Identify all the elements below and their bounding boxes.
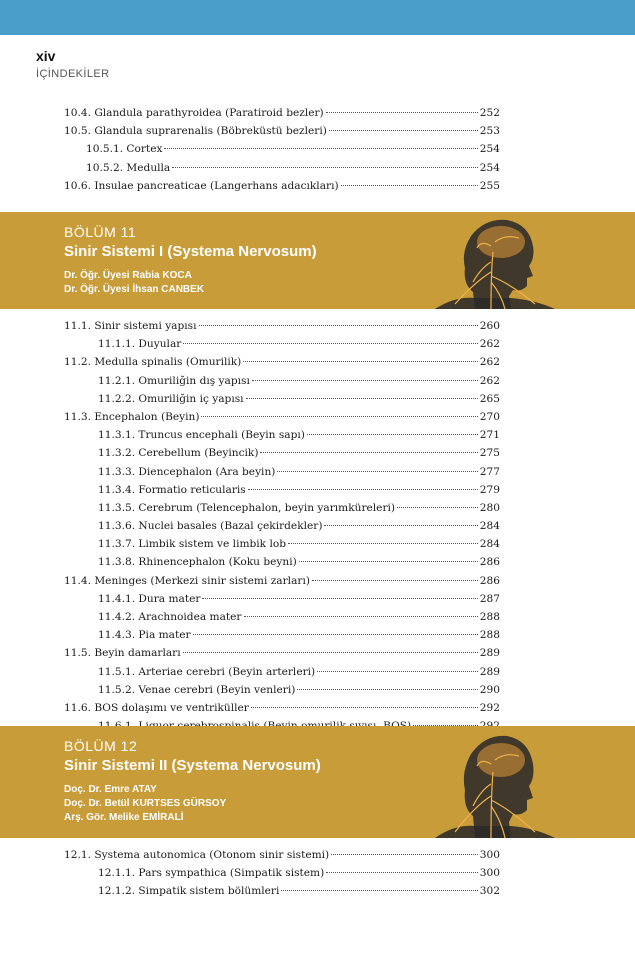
toc-dot-leader bbox=[317, 670, 478, 672]
toc-entry bbox=[64, 882, 500, 900]
toc-dot-leader bbox=[277, 470, 477, 472]
toc-dot-leader bbox=[201, 415, 477, 417]
toc-entry bbox=[64, 335, 500, 353]
toc-entry-title: 11.3.2. Cerebellum (Beyincik) bbox=[98, 447, 259, 460]
toc-list-chapter12 bbox=[64, 846, 500, 901]
toc-dot-leader bbox=[172, 166, 478, 168]
toc-list-chapter10 bbox=[64, 104, 500, 195]
toc-entry bbox=[64, 122, 500, 140]
toc-dot-leader bbox=[397, 506, 478, 508]
top-color-bar bbox=[0, 0, 635, 35]
toc-entry bbox=[64, 481, 500, 499]
toc-entry-page: 254 bbox=[479, 143, 500, 156]
toc-dot-leader bbox=[297, 688, 477, 690]
toc-dot-leader bbox=[326, 111, 478, 113]
toc-entry-title: 10.5. Glandula suprarenalis (Böbreküstü bezleri) bbox=[64, 125, 327, 138]
toc-entry bbox=[64, 626, 500, 644]
toc-entry-page: 288 bbox=[479, 611, 500, 623]
toc-entry-title: 11.5.1. Arteriae cerebri (Beyin arterleri) bbox=[98, 665, 316, 678]
toc-dot-leader bbox=[326, 871, 478, 873]
toc-dot-leader bbox=[329, 129, 478, 131]
toc-entry bbox=[64, 353, 500, 371]
toc-dot-leader bbox=[324, 524, 477, 526]
toc-dot-leader bbox=[252, 379, 478, 381]
chapter-title: Sinir Sistemi I (Systema Nervosum) bbox=[64, 243, 317, 260]
toc-entry-page: 290 bbox=[479, 683, 500, 696]
nervous-system-head-illustration-icon bbox=[435, 212, 555, 309]
toc-dot-leader bbox=[202, 597, 477, 599]
toc-entry bbox=[64, 499, 500, 517]
chapter-label: BÖLÜM 11 bbox=[64, 224, 137, 240]
toc-entry-title: 12.1.2. Simpatik sistem bölümleri bbox=[98, 885, 280, 898]
toc-dot-leader bbox=[251, 706, 478, 708]
chapter-title: Sinir Sistemi II (Systema Nervosum) bbox=[64, 757, 321, 774]
toc-entry-page: 275 bbox=[479, 447, 500, 460]
toc-entry-title: 11.2.2. Omuriliğin iç yapısı bbox=[98, 392, 244, 405]
toc-entry-title: 11.4.1. Dura mater bbox=[98, 592, 201, 605]
toc-entry bbox=[64, 104, 500, 122]
toc-entry-page: 287 bbox=[479, 592, 500, 605]
toc-dot-leader bbox=[183, 651, 478, 653]
toc-entry-page: 289 bbox=[479, 665, 500, 678]
toc-entry-title: 11.5. Beyin damarları bbox=[64, 647, 181, 660]
toc-dot-leader bbox=[299, 560, 478, 562]
toc-entry-page: 270 bbox=[479, 410, 500, 423]
toc-entry bbox=[64, 159, 500, 177]
toc-entry-page: 300 bbox=[479, 867, 500, 880]
toc-entry-title: 11.6. BOS dolaşımı ve ventriküller bbox=[64, 701, 249, 714]
toc-entry-title: 11.3.6. Nuclei basales (Bazal çekirdekler) bbox=[98, 520, 323, 533]
toc-entry-title: 10.6. Insulae pancreaticae (Langerhans adacıkları) bbox=[64, 179, 339, 192]
toc-entry-page: 262 bbox=[479, 374, 500, 387]
toc-entry-page: 289 bbox=[479, 647, 500, 660]
toc-entry-title: 11.2. Medulla spinalis (Omurilik) bbox=[64, 356, 242, 369]
toc-dot-leader bbox=[341, 184, 478, 186]
toc-entry-title: 11.1.1. Duyular bbox=[98, 338, 182, 351]
toc-entry bbox=[64, 463, 500, 481]
toc-dot-leader bbox=[199, 324, 478, 326]
toc-entry bbox=[64, 426, 500, 444]
toc-entry-title: 11.4.2. Arachnoidea mater bbox=[98, 611, 242, 623]
toc-entry-title: 10.4. Glandula parathyroidea (Paratiroid bezler) bbox=[64, 107, 324, 119]
toc-entry bbox=[64, 864, 500, 882]
toc-entry-title: 10.5.1. Cortex bbox=[86, 143, 163, 156]
chapter-author: Dr. Öğr. Üyesi Rabia KOCA bbox=[64, 270, 192, 281]
chapter-author: Doç. Dr. Betül KURTSES GÜRSOY bbox=[64, 798, 227, 809]
toc-entry-page: 302 bbox=[479, 885, 500, 898]
toc-entry-title: 11.4. Meninges (Merkezi sinir sistemi zarları) bbox=[64, 574, 310, 587]
toc-entry-page: 300 bbox=[479, 849, 500, 861]
toc-entry-page: 260 bbox=[479, 320, 500, 332]
toc-entry bbox=[64, 590, 500, 608]
page-number: xiv bbox=[36, 48, 56, 64]
toc-dot-leader bbox=[307, 433, 478, 435]
toc-entry bbox=[64, 317, 500, 335]
toc-entry bbox=[64, 140, 500, 158]
chapter-author: Doç. Dr. Emre ATAY bbox=[64, 784, 157, 795]
toc-entry-title: 11.3. Encephalon (Beyin) bbox=[64, 410, 200, 423]
toc-entry-title: 11.1. Sinir sistemi yapısı bbox=[64, 320, 197, 332]
toc-entry bbox=[64, 535, 500, 553]
toc-entry bbox=[64, 681, 500, 699]
toc-entry-title: 11.3.3. Diencephalon (Ara beyin) bbox=[98, 465, 276, 478]
toc-dot-leader bbox=[331, 853, 478, 855]
toc-entry-page: 262 bbox=[479, 338, 500, 351]
toc-entry-title: 10.5.2. Medulla bbox=[86, 161, 171, 174]
toc-entry-title: 11.4.3. Pia mater bbox=[98, 629, 191, 642]
toc-entry-title: 11.2.1. Omuriliğin dış yapısı bbox=[98, 374, 250, 387]
toc-entry-title: 11.3.8. Rhinencephalon (Koku beyni) bbox=[98, 556, 297, 569]
toc-entry bbox=[64, 390, 500, 408]
toc-entry bbox=[64, 572, 500, 590]
toc-dot-leader bbox=[183, 342, 477, 344]
toc-dot-leader bbox=[164, 147, 477, 149]
toc-dot-leader bbox=[243, 360, 477, 362]
toc-entry-title: 12.1. Systema autonomica (Otonom sinir sistemi) bbox=[64, 849, 330, 861]
toc-entry-page: 292 bbox=[479, 701, 500, 714]
chapter-label: BÖLÜM 12 bbox=[64, 738, 138, 754]
toc-list-chapter11 bbox=[64, 317, 500, 735]
toc-entry-title: 11.3.4. Formatio reticularis bbox=[98, 483, 246, 496]
toc-entry bbox=[64, 663, 500, 681]
toc-dot-leader bbox=[260, 451, 477, 453]
toc-dot-leader bbox=[246, 397, 478, 399]
chapter-author: Arş. Gör. Melike EMİRALİ bbox=[64, 812, 184, 823]
toc-entry-page: 284 bbox=[479, 520, 500, 533]
toc-entry-page: 254 bbox=[479, 161, 500, 174]
toc-entry-page: 252 bbox=[479, 107, 500, 119]
toc-entry-title: 11.3.7. Limbik sistem ve limbik lob bbox=[98, 538, 287, 551]
toc-entry bbox=[64, 517, 500, 535]
chapter-banner-12 bbox=[0, 726, 635, 838]
toc-dot-leader bbox=[281, 889, 477, 891]
toc-dot-leader bbox=[193, 633, 478, 635]
toc-entry-page: 279 bbox=[479, 483, 500, 496]
toc-entry-page: 255 bbox=[479, 179, 500, 192]
toc-dot-leader bbox=[312, 579, 478, 581]
toc-entry-title: 11.5.2. Venae cerebri (Beyin venleri) bbox=[98, 683, 296, 696]
running-title: İÇİNDEKİLER bbox=[36, 68, 110, 80]
toc-entry-page: 265 bbox=[479, 392, 500, 405]
toc-entry bbox=[64, 444, 500, 462]
toc-dot-leader bbox=[244, 615, 478, 617]
toc-entry-title: 12.1.1. Pars sympathica (Simpatik sistem) bbox=[98, 867, 325, 880]
toc-entry-page: 262 bbox=[479, 356, 500, 369]
toc-entry-title: 11.3.5. Cerebrum (Telencephalon, beyin yarımküreleri) bbox=[98, 501, 396, 514]
toc-entry bbox=[64, 644, 500, 662]
toc-entry-page: 280 bbox=[479, 501, 500, 514]
toc-entry-page: 271 bbox=[479, 429, 500, 442]
toc-entry-page: 253 bbox=[479, 125, 500, 138]
toc-entry bbox=[64, 177, 500, 195]
toc-entry-page: 277 bbox=[479, 465, 500, 478]
toc-entry bbox=[64, 553, 500, 571]
toc-entry bbox=[64, 608, 500, 626]
toc-entry bbox=[64, 372, 500, 390]
toc-entry-page: 286 bbox=[479, 556, 500, 569]
chapter-banner-11 bbox=[0, 212, 635, 309]
toc-entry-title: 11.3.1. Truncus encephali (Beyin sapı) bbox=[98, 429, 305, 442]
toc-entry-page: 286 bbox=[479, 574, 500, 587]
toc-entry bbox=[64, 699, 500, 717]
toc-dot-leader bbox=[248, 488, 478, 490]
toc-entry-page: 288 bbox=[479, 629, 500, 642]
toc-entry bbox=[64, 846, 500, 864]
chapter-author: Dr. Öğr. Üyesi İhsan CANBEK bbox=[64, 284, 205, 295]
toc-entry bbox=[64, 408, 500, 426]
toc-dot-leader bbox=[288, 542, 478, 544]
nervous-system-head-illustration-icon bbox=[435, 726, 555, 838]
toc-entry-page: 284 bbox=[479, 538, 500, 551]
